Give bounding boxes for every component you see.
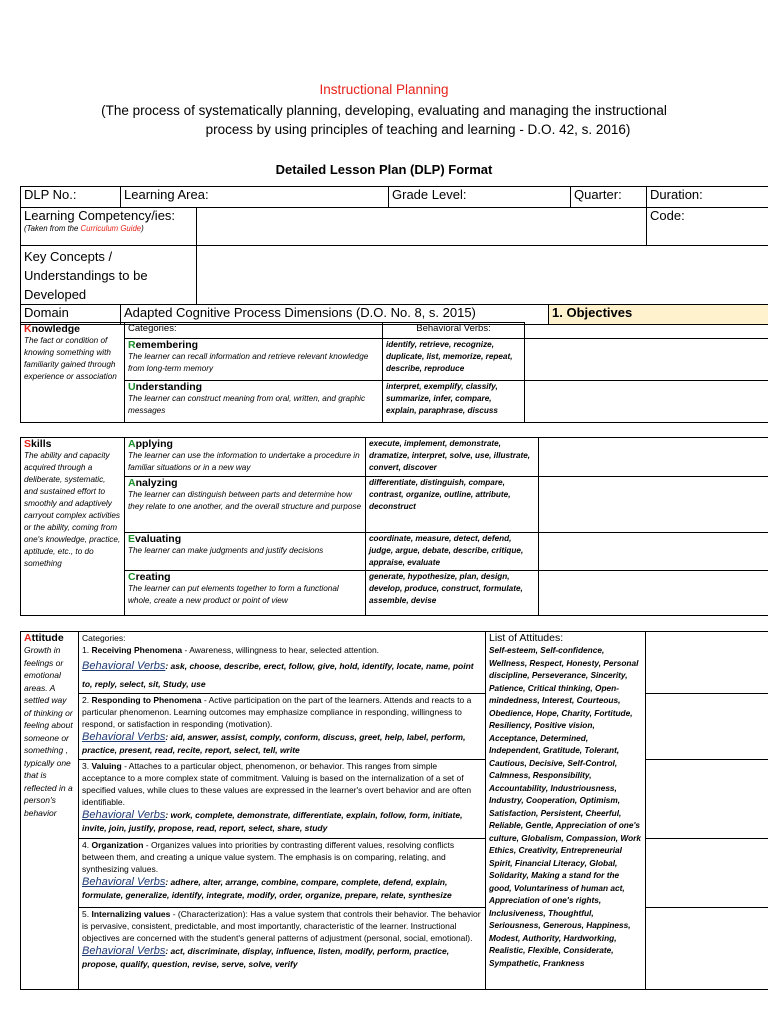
evaluating-verbs: coordinate, measure, detect, defend, judge, argue, debate, describe, critique, appraise, evaluate: [366, 533, 539, 571]
knowledge-domain: Knowledge The fact or condition of knowing something with familiarity gained through experience or association: [21, 323, 125, 423]
duration-cell[interactable]: Duration:: [647, 187, 768, 208]
creating-cell: Creating The learner can put elements together to form a functional whole, create a new product or point of view: [125, 571, 366, 616]
key-concepts-input[interactable]: [197, 246, 768, 305]
dlp-header-table: [20, 186, 768, 325]
grade-level-cell[interactable]: Grade Level:: [389, 187, 571, 208]
objective-input-att4[interactable]: [646, 839, 768, 908]
learning-area-cell[interactable]: Learning Area:: [121, 187, 389, 208]
analyzing-cell: Analyzing The learner can distinguish between parts and determine how they relate to one another, and the overall structure and purpose: [125, 477, 366, 533]
objective-input-knowledge-head[interactable]: [525, 323, 768, 339]
behavioral-verbs-header: Behavioral Verbs:: [383, 323, 525, 339]
skills-domain: Skills The ability and capacity acquired through a deliberate, systematic, and sustained effort to smoothly and adaptively carryout complex activities or the ability, coming from one's knowledge, practice, aptitude, etc., to do something: [21, 438, 125, 616]
attitude-item-3: 3. Valuing - Attaches to a particular object, phenomenon, or behavior. This ranges from simple acceptance to a more complex state of commitment. Valuing is based on the internalization of a set of specified values, while clues to these values are expressed in the learner's overt behavior and are often identifiable. Behavioral Verbs: work, complete, demonstrate, differentiate, explain, follow, form, initiate, invite, join, justify, propose, read, report, select, share, study: [79, 760, 486, 839]
competency-note: (Taken from the Curriculum Guide): [24, 224, 144, 233]
creating-verbs: generate, hypothesize, plan, design, develop, produce, construct, formulate, assemble, devise: [366, 571, 539, 616]
skills-desc: The ability and capacity acquired through a deliberate, systematic, and sustained effort to smoothly and adaptively carryout complex activities or the ability, coming from one's knowledge, practice, aptitude, etc., to do something: [24, 451, 121, 568]
attitude-item-4: 4. Organization - Organizes values into priorities by contrasting different values, resolving conflicts between them, and creating a unique value system. The emphasis is on comparing, relating, and synthesizing values. Behavioral Verbs: adhere, alter, arrange, combine, compare, complete, defend, explain, formulate, generalize, identify, integrate, modify, order, organize, prepare, relate, synthesize: [79, 839, 486, 908]
remembering-verbs: identify, retrieve, recognize, duplicate, list, memorize, repeat, describe, reproduce: [383, 339, 525, 381]
subtitle-line-1: (The process of systematically planning, developing, evaluating and managing the instructional: [101, 103, 667, 118]
objective-input-att1[interactable]: [646, 632, 768, 694]
objective-input-creating[interactable]: [539, 571, 768, 616]
attitude-desc: Growth in feelings or emotional areas. A settled way of thinking or feeling about someone or something , typically one that is reflected in a person's behavior: [24, 645, 73, 818]
attitude-item-5: 5. Internalizing values - (Characterization): Has a value system that controls their behavior. The behavior is pervasive, consistent, predictable, and most importantly, characteristic of the learner. Instructional objectives are concerned with the student's general patterns of adjustment (personal, social, emotional). Behavioral Verbs: act, discriminate, display, influence, listen, modify, perform, practice, propose, qualify, question, revise, serve, solve, verify: [79, 908, 486, 990]
remembering-cell: Remembering The learner can recall information and retrieve relevant knowledge from long-term memory: [125, 339, 383, 381]
dlp-no-cell[interactable]: DLP No.:: [21, 187, 121, 208]
adapted-cpd-header: Adapted Cognitive Process Dimensions (D.O. No. 8, s. 2015): [121, 305, 549, 325]
domain-header: Domain: [21, 305, 121, 325]
objective-input-att3[interactable]: [646, 760, 768, 839]
objective-input-evaluating[interactable]: [539, 533, 768, 571]
objective-input-remembering[interactable]: [525, 339, 768, 381]
understanding-verbs: interpret, exemplify, classify, summarize, infer, compare, explain, paraphrase, discuss: [383, 381, 525, 423]
key-concepts-label: Key Concepts / Understandings to be Developed: [21, 246, 197, 305]
categories-header: Categories:: [125, 323, 383, 339]
objective-input-understanding[interactable]: [525, 381, 768, 423]
objective-input-att5[interactable]: [646, 908, 768, 990]
attitude-item-1: Categories: 1. Receiving Phenomena - Awareness, willingness to hear, selected attention. Behavioral Verbs: ask, choose, describe, erect, follow, give, hold, identify, locate, name, point to, reply, select, sit, Study, use: [79, 632, 486, 694]
learning-competency-input[interactable]: [197, 208, 647, 246]
understanding-cell: Understanding The learner can construct meaning from oral, written, and graphic messages: [125, 381, 383, 423]
objective-input-att2[interactable]: [646, 694, 768, 760]
subtitle-line-2: process by using principles of teaching and learning - D.O. 42, s. 2016): [205, 122, 631, 137]
attitude-item-2: 2. Responding to Phenomena - Active participation on the part of the learners. Attends and reacts to a particular phenomenon. Learning outcomes may emphasize compliance in responding, willingness to respond, or satisfaction in responding (motivation). Behavioral Verbs: aid, answer, assist, comply, conform, discuss, greet, help, label, perform, practice, present, read, recite, report, select, tell, write: [79, 694, 486, 760]
knowledge-desc: The fact or condition of knowing something with familiarity gained through experience or association: [24, 336, 117, 381]
code-cell[interactable]: Code:: [647, 208, 768, 246]
page-subtitle: [0, 101, 768, 139]
skills-table: [20, 437, 768, 616]
quarter-cell[interactable]: Quarter:: [571, 187, 647, 208]
evaluating-cell: Evaluating The learner can make judgments and justify decisions: [125, 533, 366, 571]
competency-label: Learning Competency/ies:: [24, 208, 176, 223]
learning-competency-label: [21, 208, 197, 246]
objective-input-analyzing[interactable]: [539, 477, 768, 533]
analyzing-verbs: differentiate, distinguish, compare, contrast, organize, outline, attribute, deconstruct: [366, 477, 539, 533]
objectives-header: 1. Objectives: [549, 305, 768, 325]
objective-input-applying[interactable]: [539, 438, 768, 477]
dlp-format-title: Detailed Lesson Plan (DLP) Format: [275, 162, 493, 177]
page-title: Instructional Planning: [319, 82, 449, 97]
applying-verbs: execute, implement, demonstrate, dramatize, interpret, solve, use, illustrate, convert, discover: [366, 438, 539, 477]
list-of-attitudes: List of Attitudes: Self-esteem, Self-confidence, Wellness, Respect, Honesty, Personal discipline, Perseverance, Sincerity, Patience, Critical thinking, Open-mindedness, Interest, Courteous, Obedience, Hope, Charity, Fortitude, Resiliency, Positive vision, Acceptance, Determined, Independent, Gratitude, Tolerant, Cautious, Decisive, Self-Control, Calmness, Responsibility, Accountability, Industriousness, Industry, Cooperation, Optimism, Satisfaction, Persistent, Cheerful, Reliable, Gentle, Appreciation of one's culture, Globalism, Compassion, Work Ethics, Creativity, Entrepreneurial Spirit, Financial Literacy, Global, Solidarity, Making a stand for the good, Voluntariness of human act, Appreciation of one's rights, Inclusiveness, Thoughtful, Seriousness, Generous, Happiness, Modest, Authority, Hardworking, Realistic, Flexible, Considerate, Sympathetic, Frankness: [486, 632, 646, 990]
attitude-table: [20, 631, 768, 990]
knowledge-table: [20, 322, 768, 423]
attitude-domain: Attitude Growth in feelings or emotional areas. A settled way of thinking or feeling about someone or something , typically one that is reflected in a person's behavior: [21, 632, 79, 990]
applying-cell: Applying The learner can use the information to undertake a procedure in familiar situations or in a new way: [125, 438, 366, 477]
